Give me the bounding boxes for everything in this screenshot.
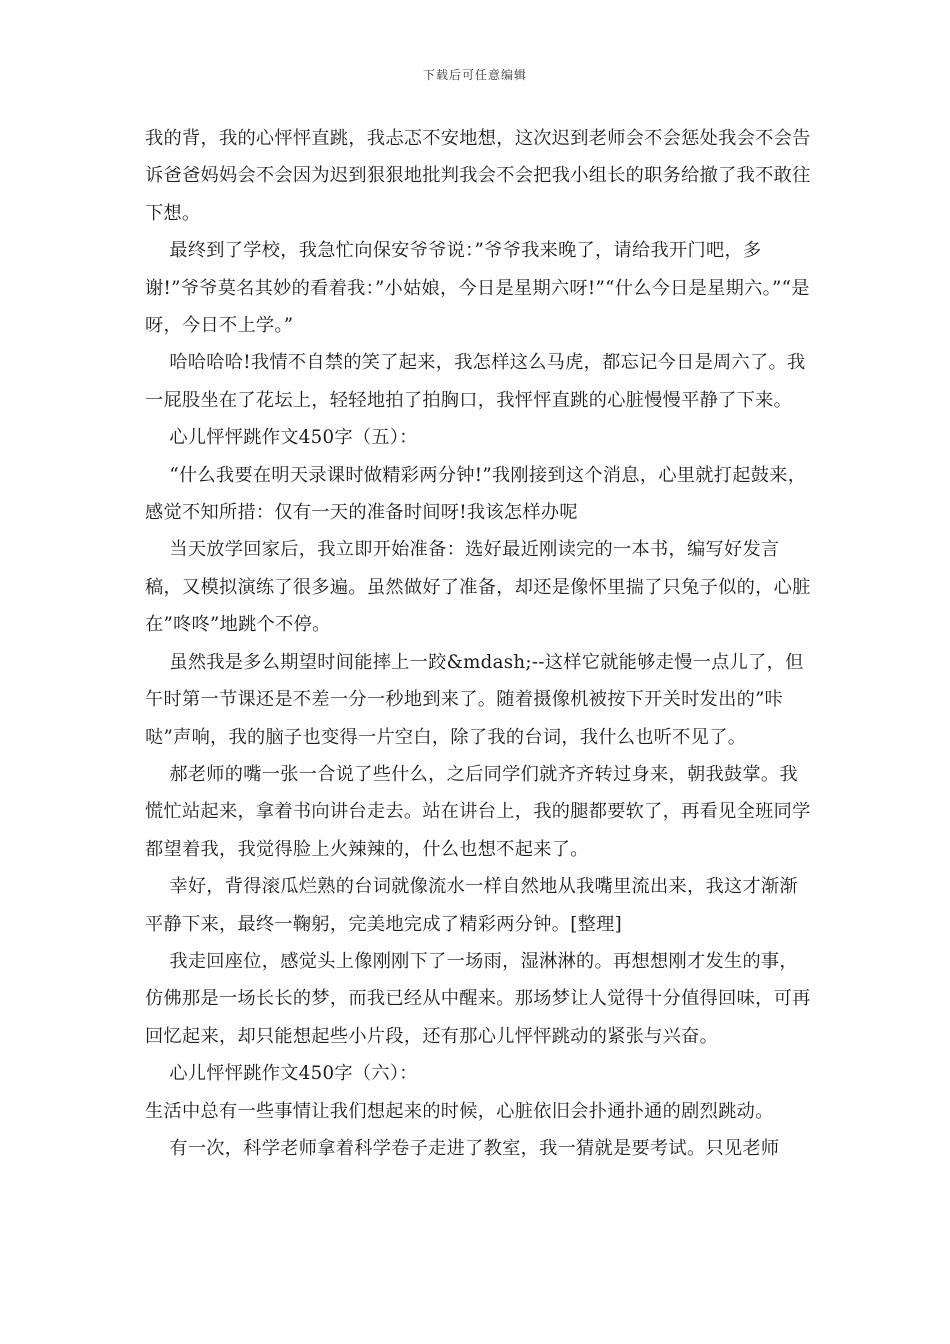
section-heading: 心儿怦怦跳作文450字（五）：: [145, 427, 418, 449]
paragraph: 最终到了学校，我急忙向保安爷爷说：”爷爷我来晚了，请给我开门吧，多谢!”爷爷莫名其妙的看着我：”小姑娘，今日是星期六呀!”“什么今日是星期六。”“是呀，今日不上学。”: [145, 240, 810, 337]
paragraph: 哈哈哈哈!我情不自禁的笑了起来，我怎样这么马虎，都忘记今日是周六了。我一屁股坐在了花坛上，轻轻地拍了拍胸口，我怦怦直跳的心脏慢慢平静了下来。: [145, 352, 806, 411]
paragraph: 幸好，背得滚瓜烂熟的台词就像流水一样自然地从我嘴里流出来，我这才渐渐平静下来，最终一鞠躬，完美地完成了精彩两分钟。[整理]: [145, 876, 798, 935]
page-header: 下载后可任意编辑: [422, 68, 527, 82]
paragraph: 当天放学回家后，我立即开始准备：选好最近刚读完的一本书，编写好发言稿，又模拟演练了很多遍。虽然做好了准备，却还是像怀里揣了只兔子似的，心脏在”咚咚”地跳个不停。: [145, 539, 811, 636]
paragraph: 我走回座位，感觉头上像刚刚下了一场雨，湿淋淋的。再想想刚才发生的事，仿佛那是一场长长的梦，而我已经从中醒来。那场梦让人觉得十分值得回味，可再回忆起来，却只能想起些小片段，还有那心儿怦怦跳动的紧张与兴奋。: [145, 950, 811, 1047]
document-body: [145, 120, 815, 1167]
paragraph: 生活中总有一些事情让我们想起来的时候，心脏依旧会扑通扑通的剧烈跳动。: [145, 1100, 774, 1122]
paragraph: 有一次，科学老师拿着科学卷子走进了教室，我一猜就是要考试。只见老师: [145, 1137, 780, 1159]
paragraph: “什么我要在明天录课时做精彩两分钟!”我刚接到这个消息，心里就打起鼓来，感觉不知所措：仅有一天的准备时间呀!我该怎样办呢: [145, 464, 807, 524]
paragraph: 我的背，我的心怦怦直跳，我忐忑不安地想，这次迟到老师会不会惩处我会不会告诉爸爸妈妈会不会因为迟到狠狠地批判我会不会把我小组长的职务给撤了我不敢往下想。: [145, 128, 811, 224]
paragraph: 虽然我是多么期望时间能摔上一跤&mdash;--这样它就能够走慢一点儿了，但午时第一节课还是不差一分一秒地到来了。随着摄像机被按下开关时发出的”咔哒”声响，我的脑子也变得一片空白，除了我的台词，我什么也听不见了。: [145, 651, 804, 748]
paragraph: 郝老师的嘴一张一合说了些什么，之后同学们就齐齐转过身来，朝我鼓掌。我慌忙站起来，拿着书向讲台走去。站在讲台上，我的腿都要软了，再看见全班同学都望着我，我觉得脸上火辣辣的，什么也想不起来了。: [145, 763, 811, 860]
section-heading: 心儿怦怦跳作文450字（六）：: [145, 1063, 418, 1085]
